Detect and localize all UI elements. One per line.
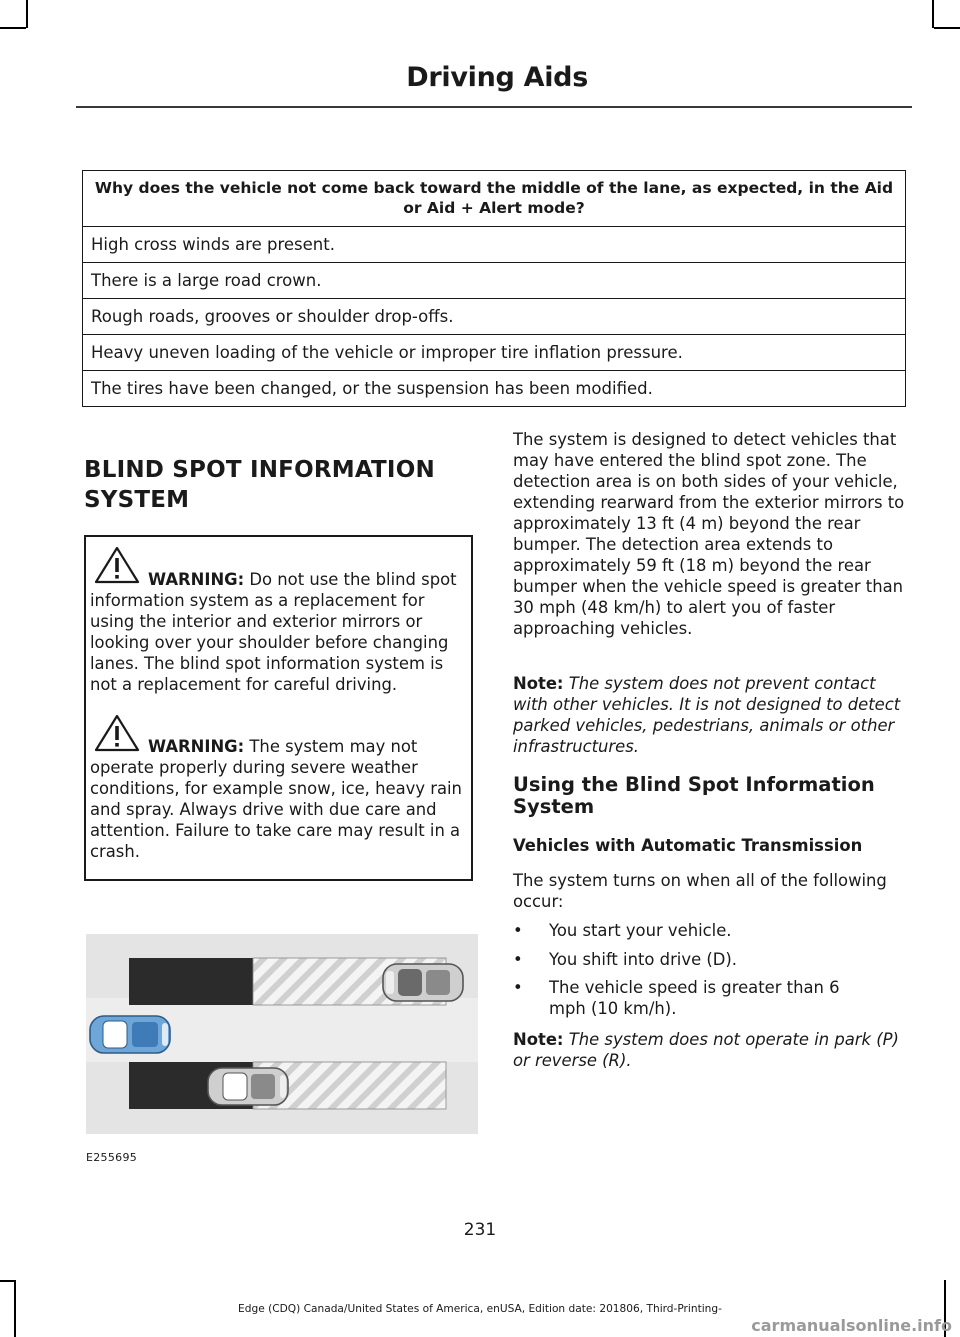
table-cell: Heavy uneven loading of the vehicle or improper tire inflation pressure. [83,335,906,371]
warning-label: WARNING: [148,737,245,756]
warning-paragraph [90,736,470,862]
table-row [83,263,906,299]
section-heading-line: SYSTEM [84,487,190,513]
bullet-marker: • [513,921,523,940]
page-number: 231 [463,1220,497,1240]
note-paragraph [513,1029,908,1071]
bullet-marker: • [513,978,523,997]
turns-on-paragraph: The system turns on when all of the following occur: [513,871,887,911]
crop-mark [0,1280,14,1282]
watermark: carmanualsonline.info [751,1316,952,1335]
table-cell: Rough roads, grooves or shoulder drop-offs. [83,299,906,335]
note-label: Note: [513,674,564,693]
table-row [83,227,906,263]
your-vehicle-icon [90,1016,170,1053]
list-item-text: The vehicle speed is greater than 6 mph (10 km/h). [549,978,840,1018]
table-row [83,371,906,407]
list-item-text: You shift into drive (D). [549,950,737,969]
subsubsection-heading: Vehicles with Automatic Transmission [513,836,863,855]
warning-text: The system may not operate properly during severe weather conditions, for example snow, ice, heavy rain and spray. Always drive with due care and attention. Failure to take care may result in a crash. [90,737,462,861]
warning-paragraph [90,569,470,695]
table-cell: The tires have been changed, or the suspension has been modified. [83,371,906,407]
blind-spot-illustration [86,934,478,1134]
footer-edition-text: Edge (CDQ) Canada/United States of America, enUSA, Edition date: 201806, Third-Printing- [238,1303,722,1315]
warning-label: WARNING: [148,570,245,589]
warning-text: Do not use the blind spot information system as a replacement for using the interior and exterior mirrors or looking over your shoulder before changing lanes. The blind spot information system is not a replacement for careful driving. [90,570,457,694]
section-heading-line: BLIND SPOT INFORMATION [84,457,435,483]
blind-spot-diagram [86,934,478,1134]
intro-paragraph: The system is designed to detect vehicles that may have entered the blind spot zone. The detection area is on both sides of your vehicle, extending rearward from the exterior mirrors to approximately 13 ft (4 m) beyond the rear bumper. The detection area extends to approximately 59 ft (18 m) beyond the rear bumper when the vehicle speed is greater than 30 mph (48 km/h) to alert you of faster approaching vehicles. [513,430,905,638]
note-text: The system does not operate in park (P) or reverse (R). [513,1030,899,1070]
troubleshooting-table [82,170,906,407]
table-row [83,335,906,371]
bullet-marker: • [513,950,523,969]
crop-mark [26,0,28,28]
table-cell: High cross winds are present. [83,227,906,263]
page-title: Driving Aids [406,62,588,93]
table-row [83,299,906,335]
crop-mark [932,0,934,28]
crop-mark [934,27,960,29]
note-label: Note: [513,1030,564,1049]
list-item-text: You start your vehicle. [549,921,732,940]
approaching-vehicle-icon [383,964,463,1001]
note-text: The system does not prevent contact with other vehicles. It is not designed to detect parked vehicles, pedestrians, animals or other infrastructures. [513,674,901,756]
crop-mark [0,27,26,29]
section-heading [84,454,484,517]
warning-box [84,535,473,881]
note-paragraph [513,673,908,757]
table-cell: There is a large road crown. [83,263,906,299]
subsection-heading: Using the Blind Spot Information System [513,773,875,818]
blind-spot-vehicle-icon [208,1068,288,1105]
header-divider [76,106,912,108]
figure-code: E255695 [86,1151,138,1164]
table-header: Why does the vehicle not come back toward the middle of the lane, as expected, in the Aid or Aid + Alert mode? [83,171,906,227]
